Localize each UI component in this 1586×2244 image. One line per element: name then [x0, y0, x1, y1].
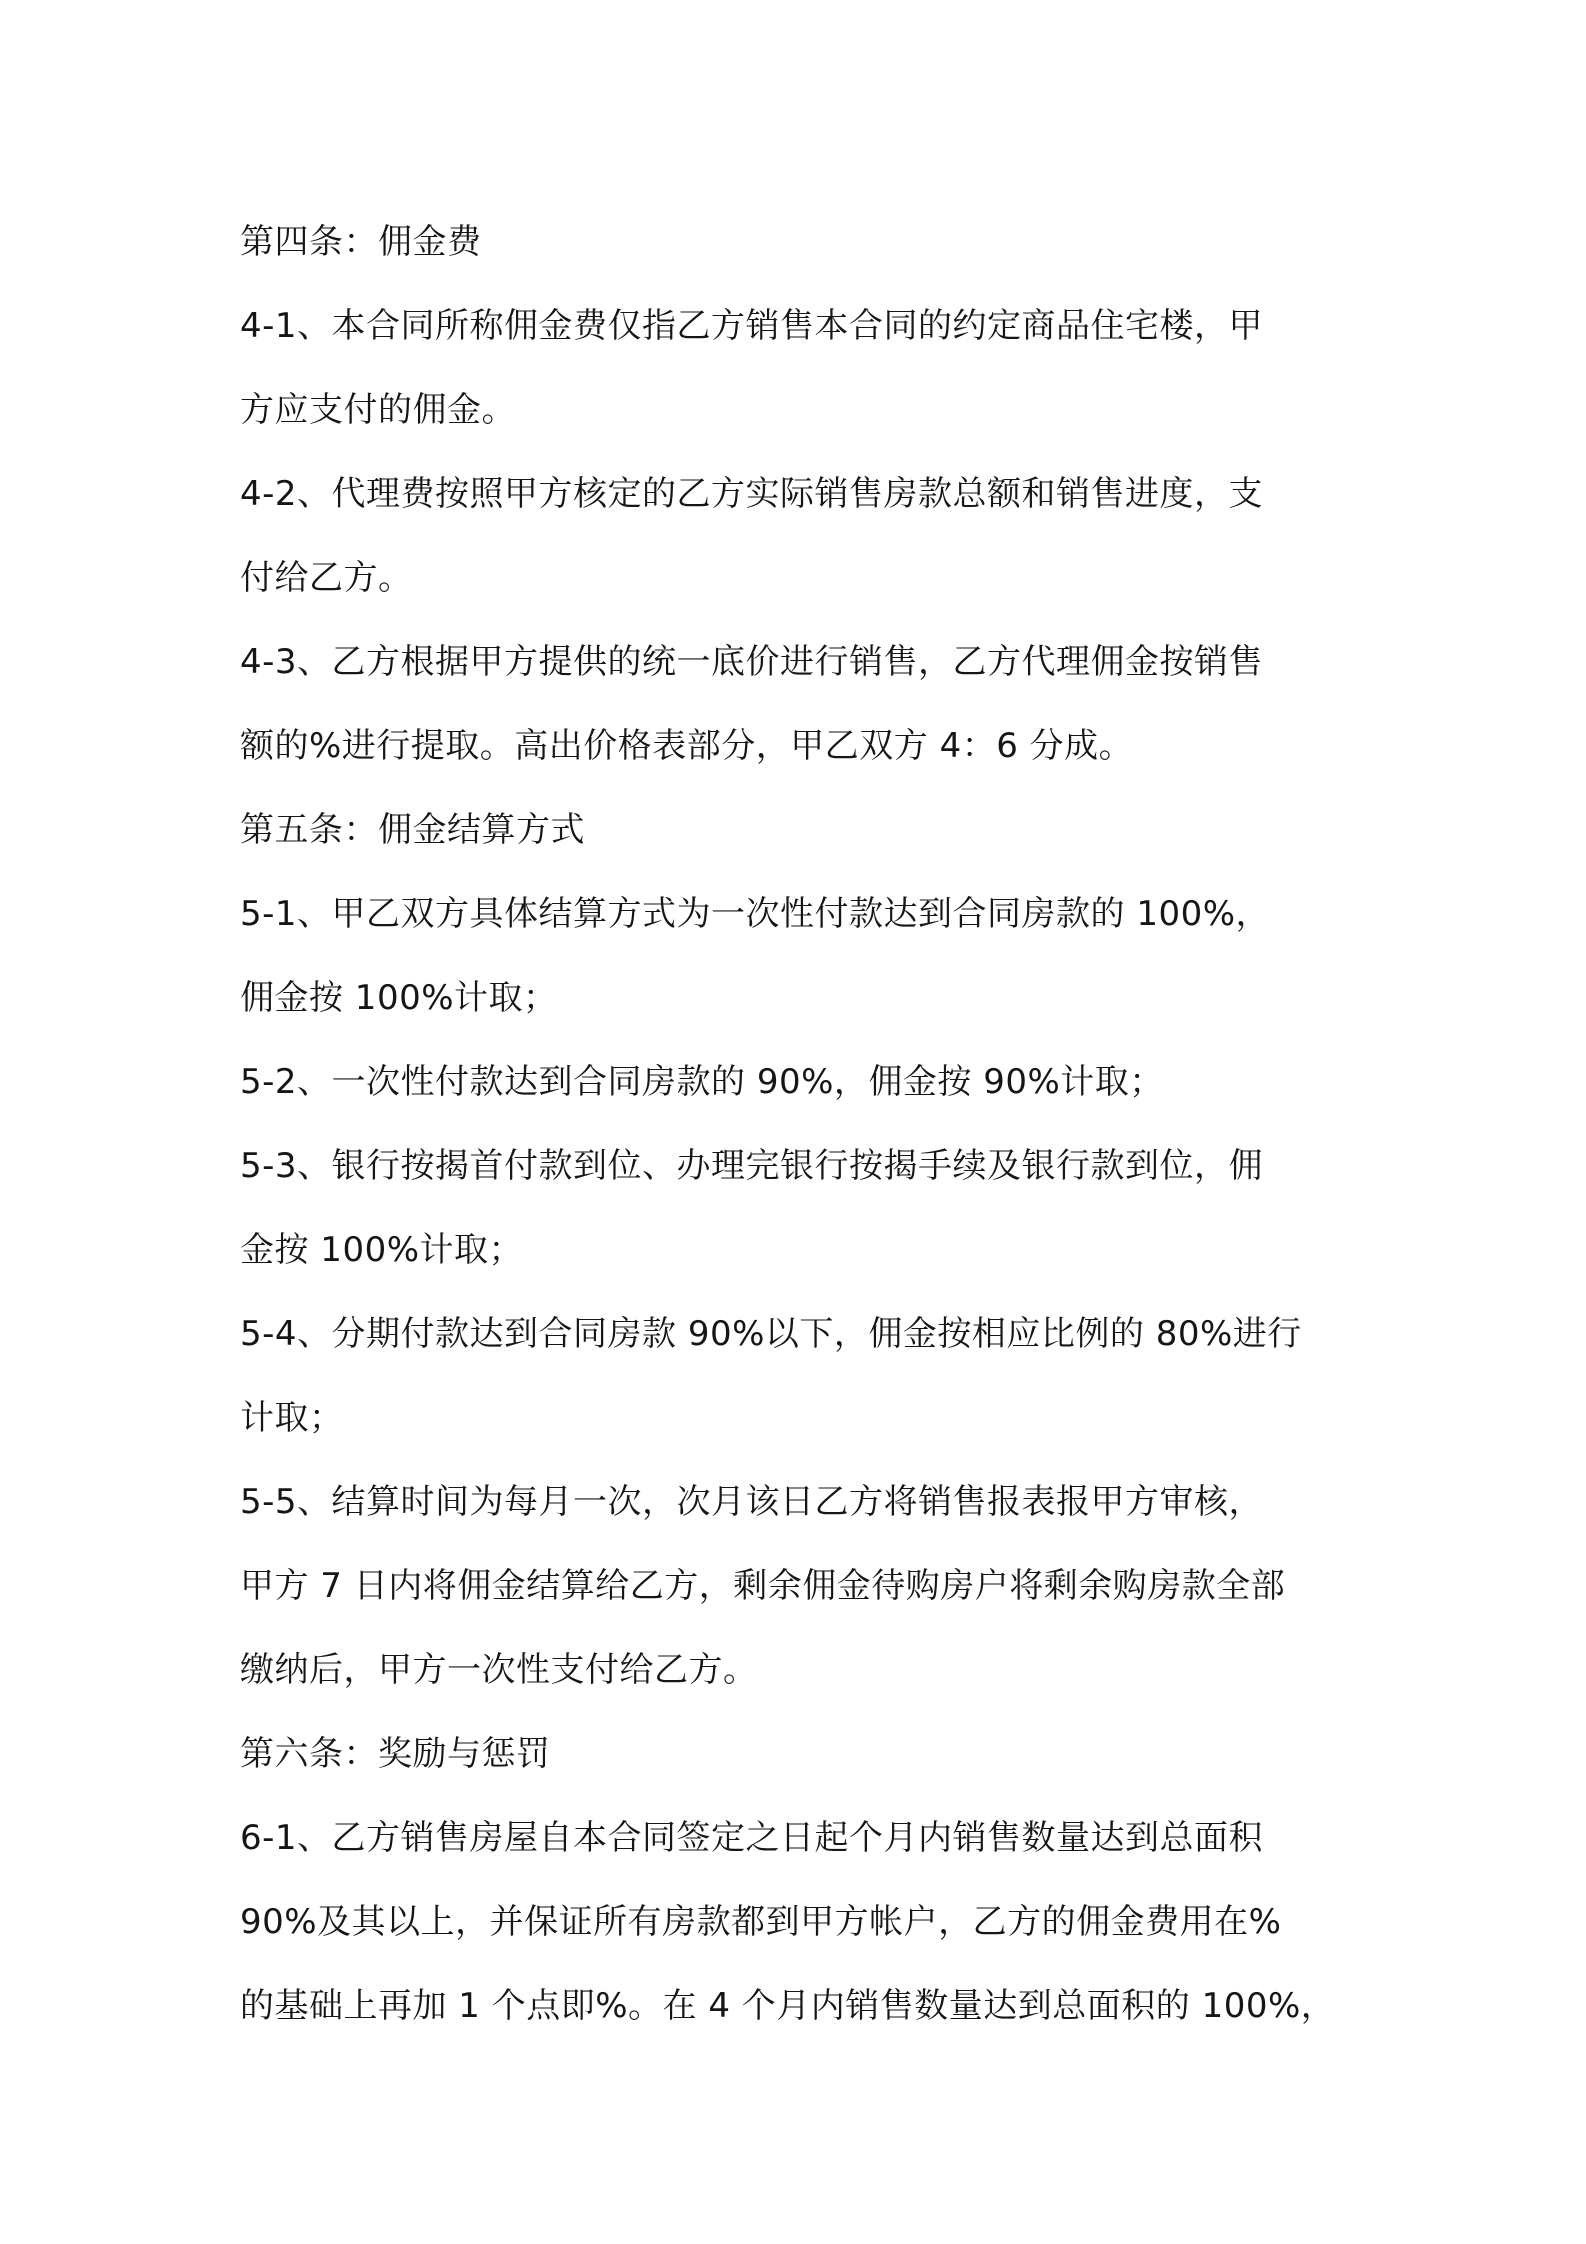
article-4-heading: 第四条：佣金费 — [240, 222, 482, 262]
clause-4-1-line-2: 方应支付的佣金。 — [240, 390, 516, 430]
clause-5-4-line-2: 计取； — [240, 1398, 344, 1438]
clause-5-5-line-3: 缴纳后，甲方一次性支付给乙方。 — [240, 1650, 758, 1690]
clause-5-5-line-1: 5-5、结算时间为每月一次，次月该日乙方将销售报表报甲方审核， — [240, 1482, 1264, 1522]
document-page — [240, 200, 1360, 2048]
clause-5-1-line-1: 5-1、甲乙双方具体结算方式为一次性付款达到合同房款的 100%， — [240, 894, 1271, 934]
clause-4-2-line-2: 付给乙方。 — [240, 558, 413, 598]
clause-5-3-line-2: 金按 100%计取； — [240, 1230, 524, 1270]
clause-5-2-line-1: 5-2、一次性付款达到合同房款的 90%，佣金按 90%计取； — [240, 1062, 1164, 1102]
clause-5-3-line-1: 5-3、银行按揭首付款到位、办理完银行按揭手续及银行款到位，佣 — [240, 1146, 1264, 1186]
clause-4-2-line-1: 4-2、代理费按照甲方核定的乙方实际销售房款总额和销售进度，支 — [240, 474, 1264, 514]
clause-6-1-line-3: 的基础上再加 1 个点即%。在 4 个月内销售数量达到总面积的 100%， — [240, 1986, 1336, 2026]
article-6-heading: 第六条：奖励与惩罚 — [240, 1734, 551, 1774]
article-5-heading: 第五条：佣金结算方式 — [240, 810, 585, 850]
clause-6-1-line-2: 90%及其以上，并保证所有房款都到甲方帐户，乙方的佣金费用在% — [240, 1902, 1282, 1942]
clause-5-5-line-2: 甲方 7 日内将佣金结算给乙方，剩余佣金待购房户将剩余购房款全部 — [240, 1566, 1286, 1606]
clause-4-1-line-1: 4-1、本合同所称佣金费仅指乙方销售本合同的约定商品住宅楼，甲 — [240, 306, 1264, 346]
clause-5-4-line-1: 5-4、分期付款达到合同房款 90%以下，佣金按相应比例的 80%进行 — [240, 1314, 1302, 1354]
clause-5-1-line-2: 佣金按 100%计取； — [240, 978, 558, 1018]
clause-4-3-line-1: 4-3、乙方根据甲方提供的统一底价进行销售，乙方代理佣金按销售 — [240, 642, 1264, 682]
clause-6-1-line-1: 6-1、乙方销售房屋自本合同签定之日起个月内销售数量达到总面积 — [240, 1818, 1264, 1858]
clause-4-3-line-2: 额的%进行提取。高出价格表部分，甲乙双方 4：6 分成。 — [240, 726, 1134, 766]
